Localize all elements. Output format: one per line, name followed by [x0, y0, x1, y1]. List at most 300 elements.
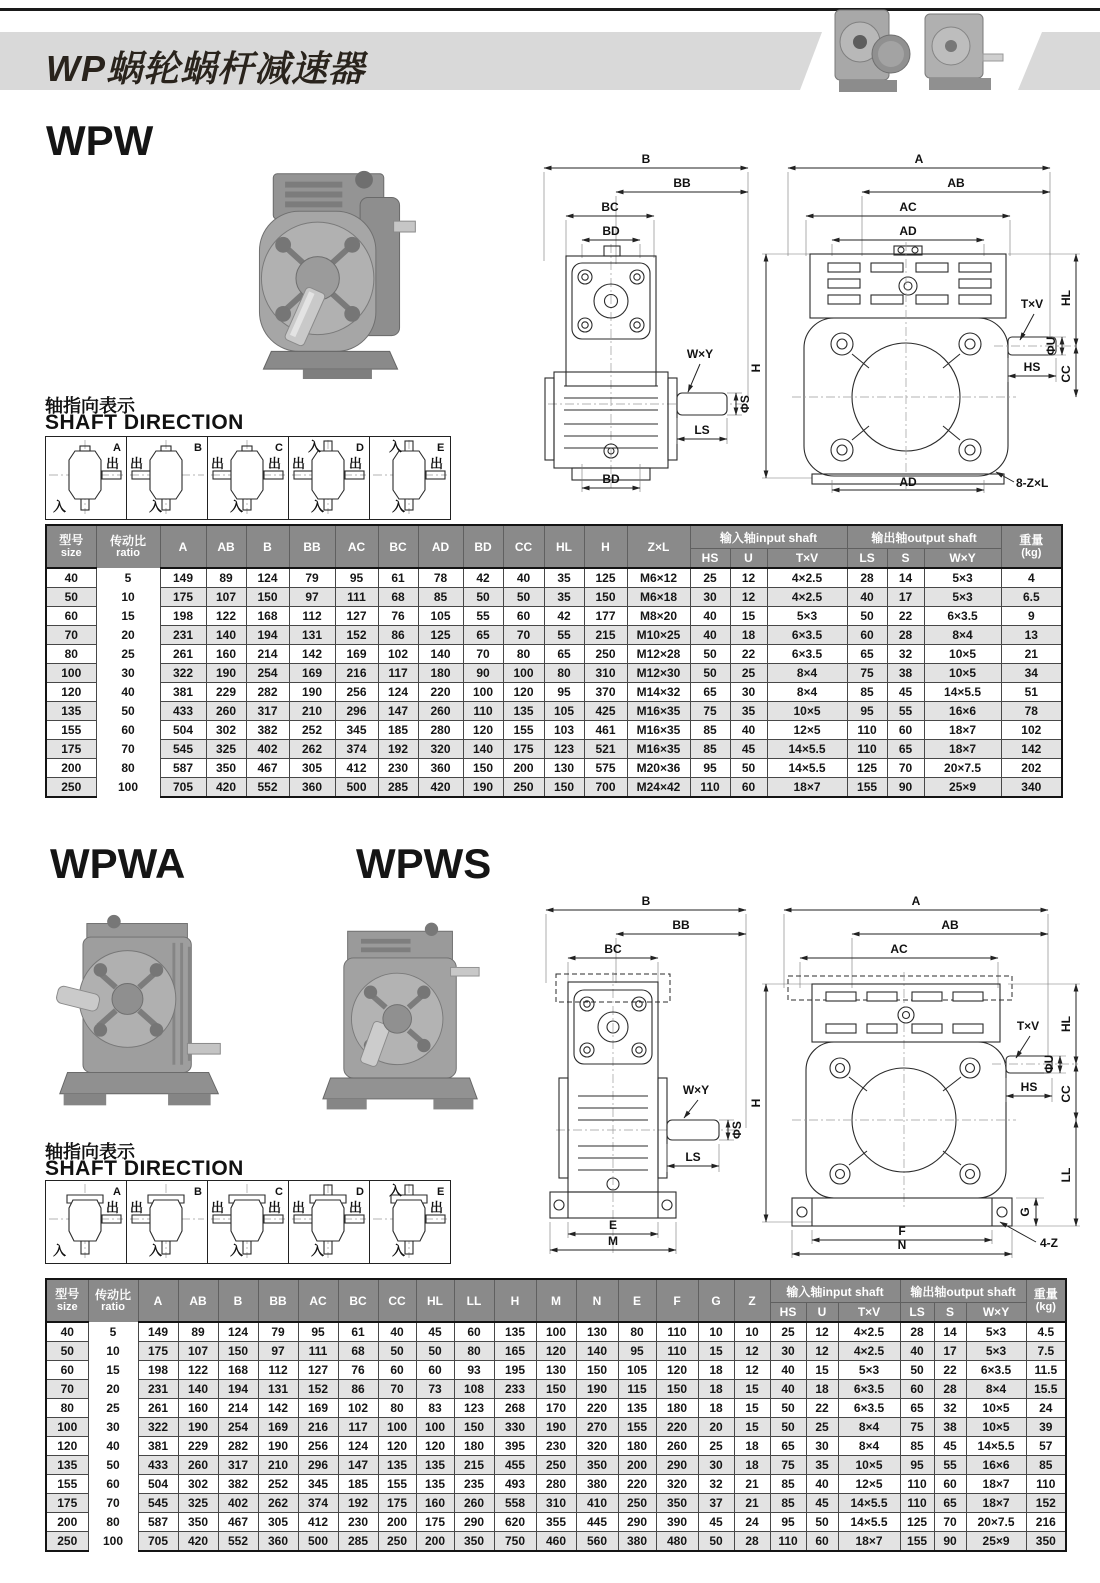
- col-header-M: M: [536, 1279, 576, 1322]
- cell: 12×5: [767, 721, 847, 740]
- cell: 290: [656, 1456, 698, 1475]
- cell: 210: [258, 1456, 298, 1475]
- col-header-N: N: [576, 1279, 618, 1322]
- cell: 90: [463, 664, 503, 683]
- cell: 40: [806, 1475, 838, 1494]
- cell: 220: [418, 683, 463, 702]
- cell: 135: [494, 1322, 536, 1342]
- cell: 521: [584, 740, 627, 759]
- spec-table: [45, 524, 1063, 798]
- cell: 18: [698, 1380, 734, 1399]
- table-row: [46, 721, 1062, 740]
- cell: 76: [378, 607, 418, 626]
- cell: 192: [338, 1494, 378, 1513]
- cell: 80: [46, 645, 96, 664]
- wpws-front-drawing: [532, 888, 767, 1260]
- cell: 60: [378, 1361, 416, 1380]
- cell: 40: [770, 1380, 806, 1399]
- cell: 45: [416, 1322, 454, 1342]
- cell: 110: [656, 1342, 698, 1361]
- dim-label-txv: T×V: [1016, 1019, 1040, 1033]
- cell: 70: [96, 740, 160, 759]
- svg-text:A: A: [113, 442, 121, 454]
- cell: 37: [698, 1494, 734, 1513]
- cell: 60: [847, 626, 887, 645]
- cell: 10×5: [924, 664, 1001, 683]
- cell: 120: [503, 683, 544, 702]
- cell: 150: [454, 1418, 494, 1437]
- svg-text:入: 入: [308, 439, 322, 454]
- cell: 30: [690, 588, 730, 607]
- cell: 124: [338, 1437, 378, 1456]
- cell: 60: [806, 1532, 838, 1552]
- cell: 20×7.5: [966, 1513, 1026, 1532]
- cell: 12: [730, 588, 767, 607]
- dim-label-hl: HL: [1059, 1016, 1073, 1032]
- cell: 214: [218, 1399, 258, 1418]
- cell: 50: [503, 588, 544, 607]
- cell: 175: [416, 1513, 454, 1532]
- cell: 15: [730, 607, 767, 626]
- cell: 75: [690, 702, 730, 721]
- cell: 150: [584, 588, 627, 607]
- cell: 17: [934, 1342, 966, 1361]
- dim-label-cc: CC: [1059, 1085, 1073, 1103]
- cell: 135: [618, 1399, 656, 1418]
- svg-text:E: E: [437, 442, 445, 454]
- cell: M16×35: [627, 721, 690, 740]
- cell: 260: [656, 1437, 698, 1456]
- svg-text:入: 入: [392, 499, 406, 514]
- table-row: [46, 645, 1062, 664]
- cell: 32: [698, 1475, 734, 1494]
- shaft-direction-diagram: [208, 1181, 288, 1261]
- cell: 175: [160, 588, 206, 607]
- col-header-AC: AC: [335, 525, 378, 568]
- cell: 750: [494, 1532, 536, 1552]
- cell: 65: [887, 740, 924, 759]
- svg-text:出: 出: [349, 456, 363, 471]
- cell: 168: [246, 607, 289, 626]
- cell: 86: [378, 626, 418, 645]
- cell: 150: [576, 1361, 618, 1380]
- wpw-side-drawing: [748, 146, 1083, 494]
- dim-label-bb: BB: [673, 176, 691, 190]
- svg-text:入: 入: [389, 1183, 403, 1198]
- shaft-direction-cell-D: [289, 437, 370, 519]
- shaft-direction-title-cn: 轴指向表示: [45, 396, 135, 416]
- cell: 500: [335, 778, 378, 798]
- cell: 25: [730, 664, 767, 683]
- cell: 35: [806, 1456, 838, 1475]
- cell: 4×2.5: [767, 568, 847, 588]
- cell: 190: [536, 1418, 576, 1437]
- cell: 22: [730, 645, 767, 664]
- cell: 120: [416, 1437, 454, 1456]
- cell: 15: [96, 607, 160, 626]
- cell: 560: [576, 1532, 618, 1552]
- cell: 15: [734, 1380, 770, 1399]
- cell: 55: [544, 626, 584, 645]
- col-header-B: B: [218, 1279, 258, 1322]
- cell: 169: [298, 1399, 338, 1418]
- section-heading-wpw: WPW: [46, 117, 154, 164]
- col-header-H: H: [584, 525, 627, 568]
- cell: 50: [416, 1342, 454, 1361]
- cell: M14×32: [627, 683, 690, 702]
- cell: 25: [88, 1399, 138, 1418]
- cell: 120: [656, 1361, 698, 1380]
- cell: 175: [46, 740, 96, 759]
- cell: 18×7: [966, 1494, 1026, 1513]
- cell: 21: [734, 1494, 770, 1513]
- cell: M6×18: [627, 588, 690, 607]
- dim-label-ll: LL: [1059, 1167, 1073, 1183]
- cell: 231: [160, 626, 206, 645]
- cell: 110: [900, 1494, 934, 1513]
- cell: 25: [690, 568, 730, 588]
- cell: M8×20: [627, 607, 690, 626]
- cell: 50: [46, 588, 96, 607]
- col-header-LS: LS: [847, 549, 887, 569]
- cell: 262: [289, 740, 335, 759]
- dim-label-m: M: [608, 1234, 618, 1248]
- cell: 175: [138, 1342, 178, 1361]
- cell: 200: [416, 1532, 454, 1552]
- cell: 68: [338, 1342, 378, 1361]
- col-header-BC: BC: [338, 1279, 378, 1322]
- table-row: [46, 759, 1062, 778]
- shaft-direction-cell-C: [208, 1181, 289, 1263]
- cell: 25: [770, 1322, 806, 1342]
- cell: 125: [584, 568, 627, 588]
- cell: 150: [218, 1342, 258, 1361]
- cell: 135: [46, 1456, 88, 1475]
- cell: 110: [1026, 1475, 1066, 1494]
- svg-text:入: 入: [230, 1243, 244, 1258]
- cell: 8×4: [838, 1437, 900, 1456]
- cell: 317: [246, 702, 289, 721]
- cell: 40: [46, 1322, 88, 1342]
- cell: 28: [847, 568, 887, 588]
- cell: 70: [378, 1380, 416, 1399]
- cell: 50: [690, 645, 730, 664]
- cell: M16×35: [627, 702, 690, 721]
- cell: 280: [536, 1475, 576, 1494]
- cell: 120: [46, 1437, 88, 1456]
- cell: 25: [698, 1437, 734, 1456]
- cell: 194: [218, 1380, 258, 1399]
- cell: 18: [730, 626, 767, 645]
- cell: 89: [178, 1322, 218, 1342]
- cell: 320: [656, 1475, 698, 1494]
- col-header-CC: CC: [378, 1279, 416, 1322]
- col-header-CC: CC: [503, 525, 544, 568]
- svg-text:出: 出: [130, 1200, 144, 1215]
- col-header-ratio: 传动比 ratio: [96, 525, 160, 568]
- cell: 229: [178, 1437, 218, 1456]
- dim-label-h: H: [749, 363, 763, 373]
- cell: 5×3: [966, 1342, 1026, 1361]
- cell: 100: [88, 1532, 138, 1552]
- cell: 493: [494, 1475, 536, 1494]
- cell: 20×7.5: [924, 759, 1001, 778]
- cell: 20: [88, 1380, 138, 1399]
- cell: 9: [1001, 607, 1062, 626]
- cell: 382: [246, 721, 289, 740]
- cell: 107: [178, 1342, 218, 1361]
- cell: 302: [178, 1475, 218, 1494]
- shaft-direction-diagram: [289, 437, 369, 517]
- cell: 558: [494, 1494, 536, 1513]
- cell: 177: [584, 607, 627, 626]
- cell: 85: [1026, 1456, 1066, 1475]
- cell: 260: [206, 702, 246, 721]
- shaft-direction-cell-D: [289, 1181, 370, 1263]
- cell: 80: [544, 664, 584, 683]
- cell: 95: [847, 702, 887, 721]
- col-header-AD: AD: [418, 525, 463, 568]
- dim-label-e: E: [608, 1218, 618, 1232]
- cell: 261: [160, 645, 206, 664]
- svg-text:入: 入: [230, 499, 244, 514]
- cell: 40: [690, 626, 730, 645]
- dim-label-bc: BC: [604, 942, 622, 956]
- dim-label-ls: LS: [685, 1150, 701, 1164]
- cell: 260: [454, 1494, 494, 1513]
- cell: 80: [96, 759, 160, 778]
- cell: 50: [900, 1361, 934, 1380]
- cell: 40: [503, 568, 544, 588]
- col-header-HS: HS: [690, 549, 730, 569]
- cell: 30: [806, 1437, 838, 1456]
- cell: 14: [887, 568, 924, 588]
- cell: 75: [847, 664, 887, 683]
- cell: 55: [934, 1456, 966, 1475]
- cell: 18: [734, 1437, 770, 1456]
- cell: 620: [494, 1513, 536, 1532]
- cell: 50: [463, 588, 503, 607]
- shaft-direction-cell-B: [127, 437, 208, 519]
- section-heading-wpwa: WPWA: [50, 840, 186, 887]
- cell: 420: [418, 778, 463, 798]
- cell: 60: [88, 1475, 138, 1494]
- cell: 45: [806, 1494, 838, 1513]
- cell: 5×3: [924, 568, 1001, 588]
- cell: 200: [46, 759, 96, 778]
- table-row: [46, 588, 1062, 607]
- dim-label-n: N: [897, 1238, 907, 1252]
- cell: 350: [206, 759, 246, 778]
- cell: 360: [418, 759, 463, 778]
- cell: 100: [503, 664, 544, 683]
- cell: 350: [656, 1494, 698, 1513]
- cell: 175: [378, 1494, 416, 1513]
- svg-text:入: 入: [311, 499, 325, 514]
- cell: 233: [494, 1380, 536, 1399]
- cell: M12×30: [627, 664, 690, 683]
- cell: 140: [463, 740, 503, 759]
- cell: 169: [335, 645, 378, 664]
- shaft-direction-diagram: [46, 437, 126, 517]
- cell: 230: [378, 759, 418, 778]
- cell: 60: [900, 1380, 934, 1399]
- cell: 25: [806, 1418, 838, 1437]
- svg-text:出: 出: [268, 1200, 282, 1215]
- cell: 57: [1026, 1437, 1066, 1456]
- cell: 123: [454, 1399, 494, 1418]
- cell: 112: [258, 1361, 298, 1380]
- svg-text:入: 入: [311, 1243, 325, 1258]
- cell: 140: [206, 626, 246, 645]
- svg-text:D: D: [356, 1186, 364, 1198]
- cell: 78: [1001, 702, 1062, 721]
- cell: 8×4: [767, 683, 847, 702]
- cell: 18: [734, 1456, 770, 1475]
- table-row: [46, 740, 1062, 759]
- cell: 20: [698, 1418, 734, 1437]
- cell: 42: [463, 568, 503, 588]
- cell: 80: [378, 1399, 416, 1418]
- cell: M16×35: [627, 740, 690, 759]
- cell: 22: [887, 607, 924, 626]
- dim-label-phiu: ΦU: [1042, 1054, 1056, 1074]
- cell: 229: [206, 683, 246, 702]
- cell: 124: [218, 1322, 258, 1342]
- cell: 322: [138, 1418, 178, 1437]
- table-row: [46, 1361, 1066, 1380]
- cell: 8×4: [838, 1418, 900, 1437]
- cell: 40: [96, 683, 160, 702]
- dim-label-ab: AB: [947, 176, 965, 190]
- cell: 250: [46, 1532, 88, 1552]
- cell: 15.5: [1026, 1380, 1066, 1399]
- cell: 80: [88, 1513, 138, 1532]
- svg-text:入: 入: [149, 1243, 163, 1258]
- cell: 40: [378, 1322, 416, 1342]
- cell: 250: [503, 778, 544, 798]
- shaft-direction-diagram: [127, 1181, 207, 1261]
- cell: 61: [338, 1322, 378, 1342]
- cell: 552: [246, 778, 289, 798]
- cell: 111: [298, 1342, 338, 1361]
- cell: 4×2.5: [838, 1322, 900, 1342]
- table-row: [46, 1475, 1066, 1494]
- cell: 45: [730, 740, 767, 759]
- cell: 60: [454, 1322, 494, 1342]
- col-header-input-shaft: 输入轴input shaft: [770, 1279, 900, 1303]
- col-header-HS: HS: [770, 1303, 806, 1323]
- cell: 180: [418, 664, 463, 683]
- cell: 350: [1026, 1532, 1066, 1552]
- svg-text:C: C: [275, 1186, 283, 1198]
- cell: 95: [335, 568, 378, 588]
- svg-text:出: 出: [430, 1200, 444, 1215]
- cell: 455: [494, 1456, 536, 1475]
- cell: 105: [418, 607, 463, 626]
- dim-label-bd-top: BD: [602, 224, 620, 238]
- wpw-front-drawing: [528, 146, 765, 494]
- table-row: [46, 683, 1062, 702]
- cell: 15: [734, 1399, 770, 1418]
- cell: 35: [730, 702, 767, 721]
- cell: 4: [1001, 568, 1062, 588]
- cell: 180: [656, 1399, 698, 1418]
- col-header-AB: AB: [178, 1279, 218, 1322]
- col-header-H: H: [494, 1279, 536, 1322]
- cell: 433: [138, 1456, 178, 1475]
- cell: 250: [584, 645, 627, 664]
- svg-text:B: B: [194, 442, 202, 454]
- svg-text:A: A: [113, 1186, 121, 1198]
- shaft-direction-cell-A: [46, 1181, 127, 1263]
- cell: 40: [730, 721, 767, 740]
- cell: 6×3.5: [838, 1380, 900, 1399]
- cell: 11.5: [1026, 1361, 1066, 1380]
- cell: 14: [934, 1322, 966, 1342]
- wpwa-product-photo: [53, 910, 229, 1115]
- cell: 545: [138, 1494, 178, 1513]
- cell: 340: [1001, 778, 1062, 798]
- cell: 90: [934, 1532, 966, 1552]
- cell: 40: [900, 1342, 934, 1361]
- cell: 412: [335, 759, 378, 778]
- cell: 38: [887, 664, 924, 683]
- cell: 50: [770, 1399, 806, 1418]
- cell: 180: [618, 1437, 656, 1456]
- cell: 202: [1001, 759, 1062, 778]
- svg-text:入: 入: [53, 499, 67, 514]
- cell: 14×5.5: [767, 759, 847, 778]
- cell: 290: [454, 1513, 494, 1532]
- wpws-product-photo: [318, 916, 484, 1118]
- cell: 12: [730, 568, 767, 588]
- cell: 85: [690, 721, 730, 740]
- cell: 15: [88, 1361, 138, 1380]
- cell: 10: [734, 1322, 770, 1342]
- cell: 60: [934, 1475, 966, 1494]
- cell: 60: [887, 721, 924, 740]
- cell: 45: [887, 683, 924, 702]
- cell: 65: [847, 645, 887, 664]
- cell: 60: [416, 1361, 454, 1380]
- cell: 5×3: [966, 1322, 1026, 1342]
- cell: 5×3: [767, 607, 847, 626]
- cell: 231: [138, 1380, 178, 1399]
- table-row: [46, 1418, 1066, 1437]
- cell: 6×3.5: [838, 1399, 900, 1418]
- col-header-U: U: [730, 549, 767, 569]
- table-row: [46, 1437, 1066, 1456]
- cell: 30: [698, 1456, 734, 1475]
- cell: 200: [503, 759, 544, 778]
- cell: 198: [138, 1361, 178, 1380]
- cell: 322: [160, 664, 206, 683]
- cell: 80: [454, 1342, 494, 1361]
- dim-label-b: B: [641, 152, 651, 166]
- svg-text:入: 入: [392, 1243, 406, 1258]
- col-header-LS: LS: [900, 1303, 934, 1323]
- cell: 10×5: [767, 702, 847, 721]
- cell: 78: [418, 568, 463, 588]
- col-header-AC: AC: [298, 1279, 338, 1322]
- cell: 142: [258, 1399, 298, 1418]
- cell: 102: [1001, 721, 1062, 740]
- cell: 24: [734, 1513, 770, 1532]
- cell: 60: [46, 607, 96, 626]
- cell: 122: [206, 607, 246, 626]
- shaft-direction-title-en: SHAFT DIRECTION: [45, 1157, 244, 1180]
